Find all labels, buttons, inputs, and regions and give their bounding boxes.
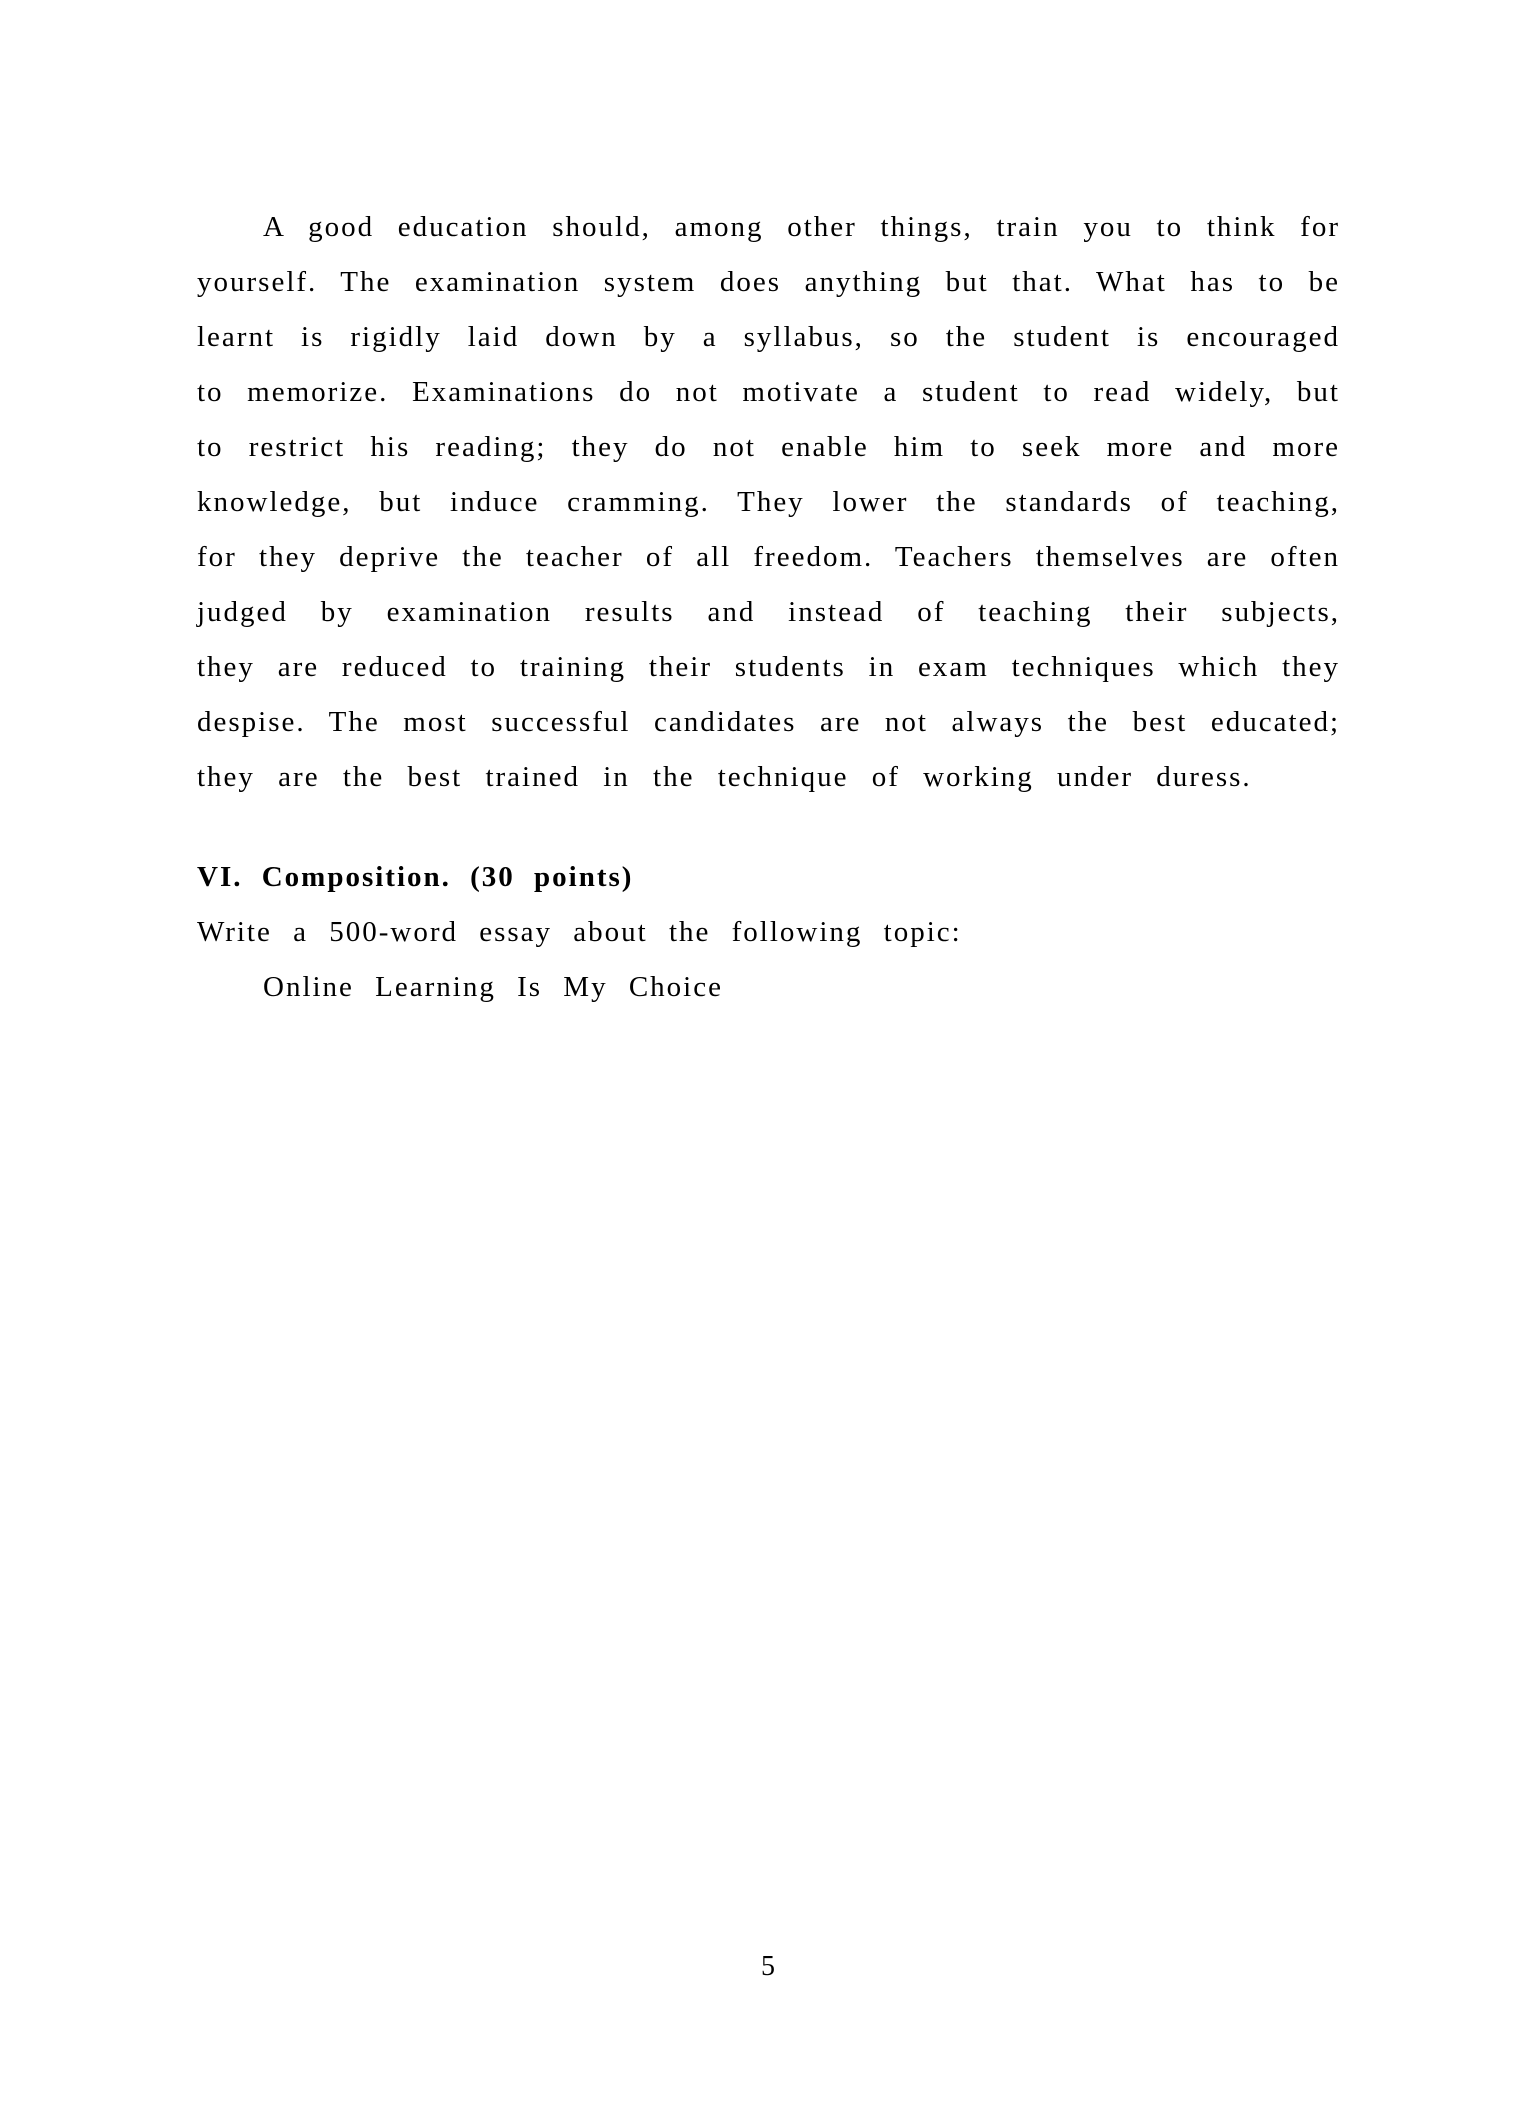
page-content [197,200,1340,1015]
paragraph-line: to restrict his reading; they do not enable him to seek more and more [197,431,1340,463]
paragraph-line: they are reduced to training their students in exam techniques which they [197,651,1340,683]
paragraph-line: yourself. The examination system does anything but that. What has to be [197,266,1340,298]
essay-paragraph [197,200,1340,805]
page-number: 5 [761,1951,775,1982]
section-heading: VI. Composition. (30 points) [197,861,634,893]
essay-topic: Online Learning Is My Choice [263,971,723,1003]
paragraph-line: they are the best trained in the technique of working under duress. [197,761,1252,793]
paragraph-line: A good education should, among other things, train you to think for [263,211,1340,243]
instruction-line: Write a 500-word essay about the following topic: [197,916,962,948]
paragraph-line: to memorize. Examinations do not motivate a student to read widely, but [197,376,1340,408]
paragraph-line: for they deprive the teacher of all freedom. Teachers themselves are often [197,541,1340,573]
paragraph-line: learnt is rigidly laid down by a syllabus, so the student is encouraged [197,321,1340,353]
paragraph-line: knowledge, but induce cramming. They lower the standards of teaching, [197,486,1340,518]
paragraph-line: despise. The most successful candidates are not always the best educated; [197,706,1340,738]
paragraph-line: judged by examination results and instead of teaching their subjects, [197,596,1340,628]
